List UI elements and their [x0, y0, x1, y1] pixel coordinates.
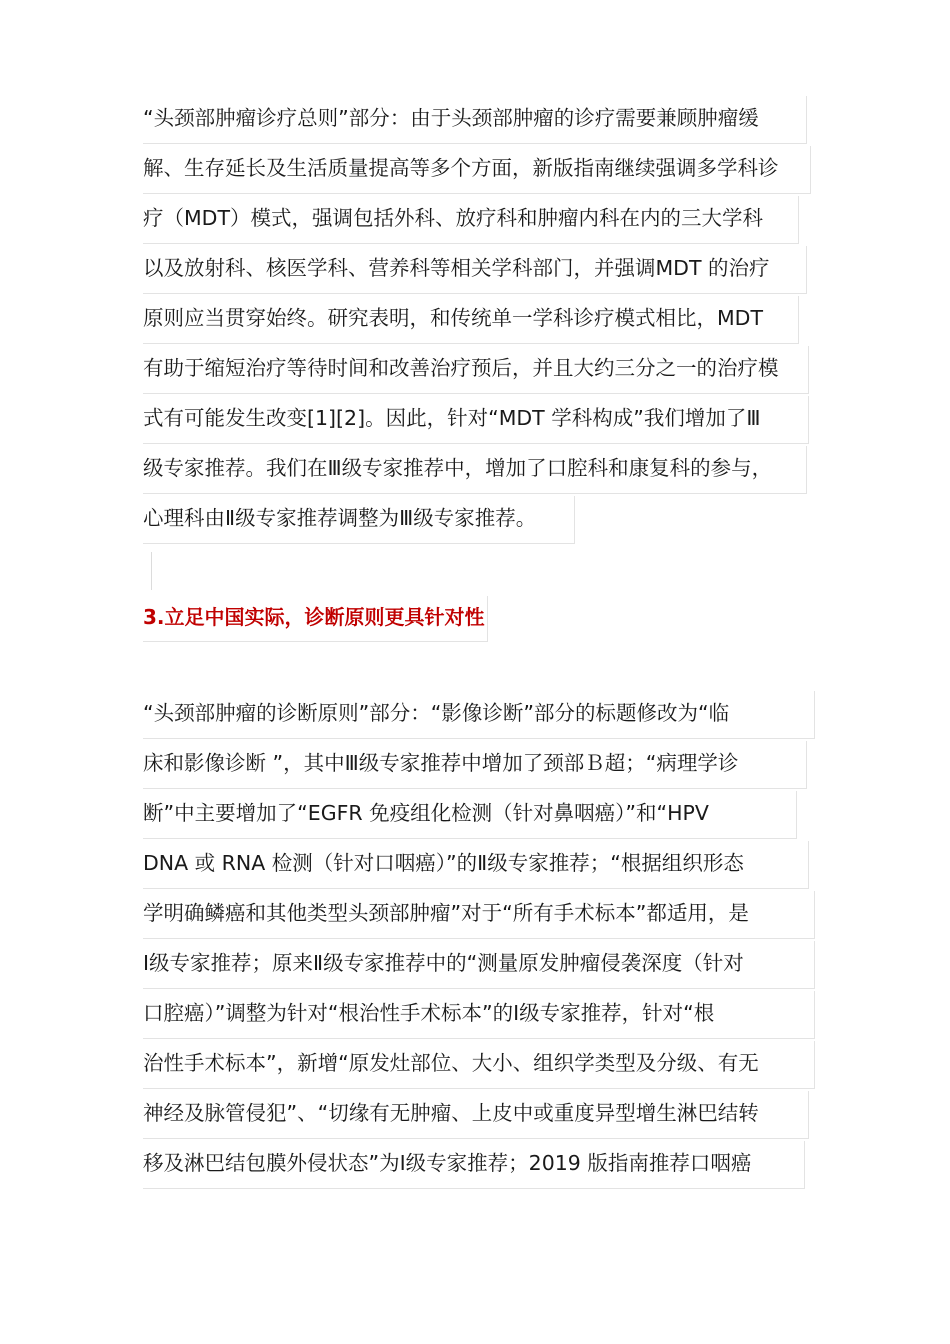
text-line: “头颈部肿瘤的诊断原则”部分：“影像诊断”部分的标题修改为“临 [143, 691, 815, 739]
section-heading: 3.立足中国实际，诊断原则更具针对性 [143, 596, 488, 642]
text-line: 治性手术标本”，新增“原发灶部位、大小、组织学类型及分级、有无 [143, 1041, 815, 1089]
text-line: 学明确鳞癌和其他类型头颈部肿瘤”对于“所有手术标本”都适用，是 [143, 891, 815, 939]
text-line: 心理科由Ⅱ级专家推荐调整为Ⅲ级专家推荐。 [143, 496, 575, 544]
text-line: 疗（MDT）模式，强调包括外科、放疗科和肿瘤内科在内的三大学科 [143, 196, 799, 244]
text-line: 神经及脉管侵犯”、“切缘有无肿瘤、上皮中或重度异型增生淋巴结转 [143, 1091, 809, 1139]
text-line: 移及淋巴结包膜外侵状态”为Ⅰ级专家推荐；2019 版指南推荐口咽癌 [143, 1141, 805, 1189]
text-line: Ⅰ级专家推荐；原来Ⅱ级专家推荐中的“测量原发肿瘤侵袭深度（针对 [143, 941, 815, 989]
text-line: 以及放射科、核医学科、营养科等相关学科部门，并强调MDT 的治疗 [143, 246, 807, 294]
text-line: DNA 或 RNA 检测（针对口咽癌）”的Ⅱ级专家推荐；“根据组织形态 [143, 841, 809, 889]
text-line: 口腔癌）”调整为针对“根治性手术标本”的Ⅰ级专家推荐，针对“根 [143, 991, 815, 1039]
text-line: 式有可能发生改变[1][2]。因此，针对“MDT 学科构成”我们增加了Ⅲ [143, 396, 809, 444]
empty-line [143, 552, 152, 590]
text-line: 床和影像诊断 ”，其中Ⅲ级专家推荐中增加了颈部Ｂ超；“病理学诊 [143, 741, 807, 789]
text-line: 断”中主要增加了“EGFR 免疫组化检测（针对鼻咽癌）”和“HPV [143, 791, 797, 839]
text-line: 原则应当贯穿始终。研究表明，和传统单一学科诊疗模式相比，MDT [143, 296, 799, 344]
text-line: 有助于缩短治疗等待时间和改善治疗预后，并且大约三分之一的治疗模 [143, 346, 809, 394]
text-line: 级专家推荐。我们在Ⅲ级专家推荐中，增加了口腔科和康复科的参与， [143, 446, 807, 494]
text-line: “头颈部肿瘤诊疗总则”部分：由于头颈部肿瘤的诊疗需要兼顾肿瘤缓 [143, 96, 807, 144]
text-line: 解、生存延长及生活质量提高等多个方面，新版指南继续强调多学科诊 [143, 146, 811, 194]
